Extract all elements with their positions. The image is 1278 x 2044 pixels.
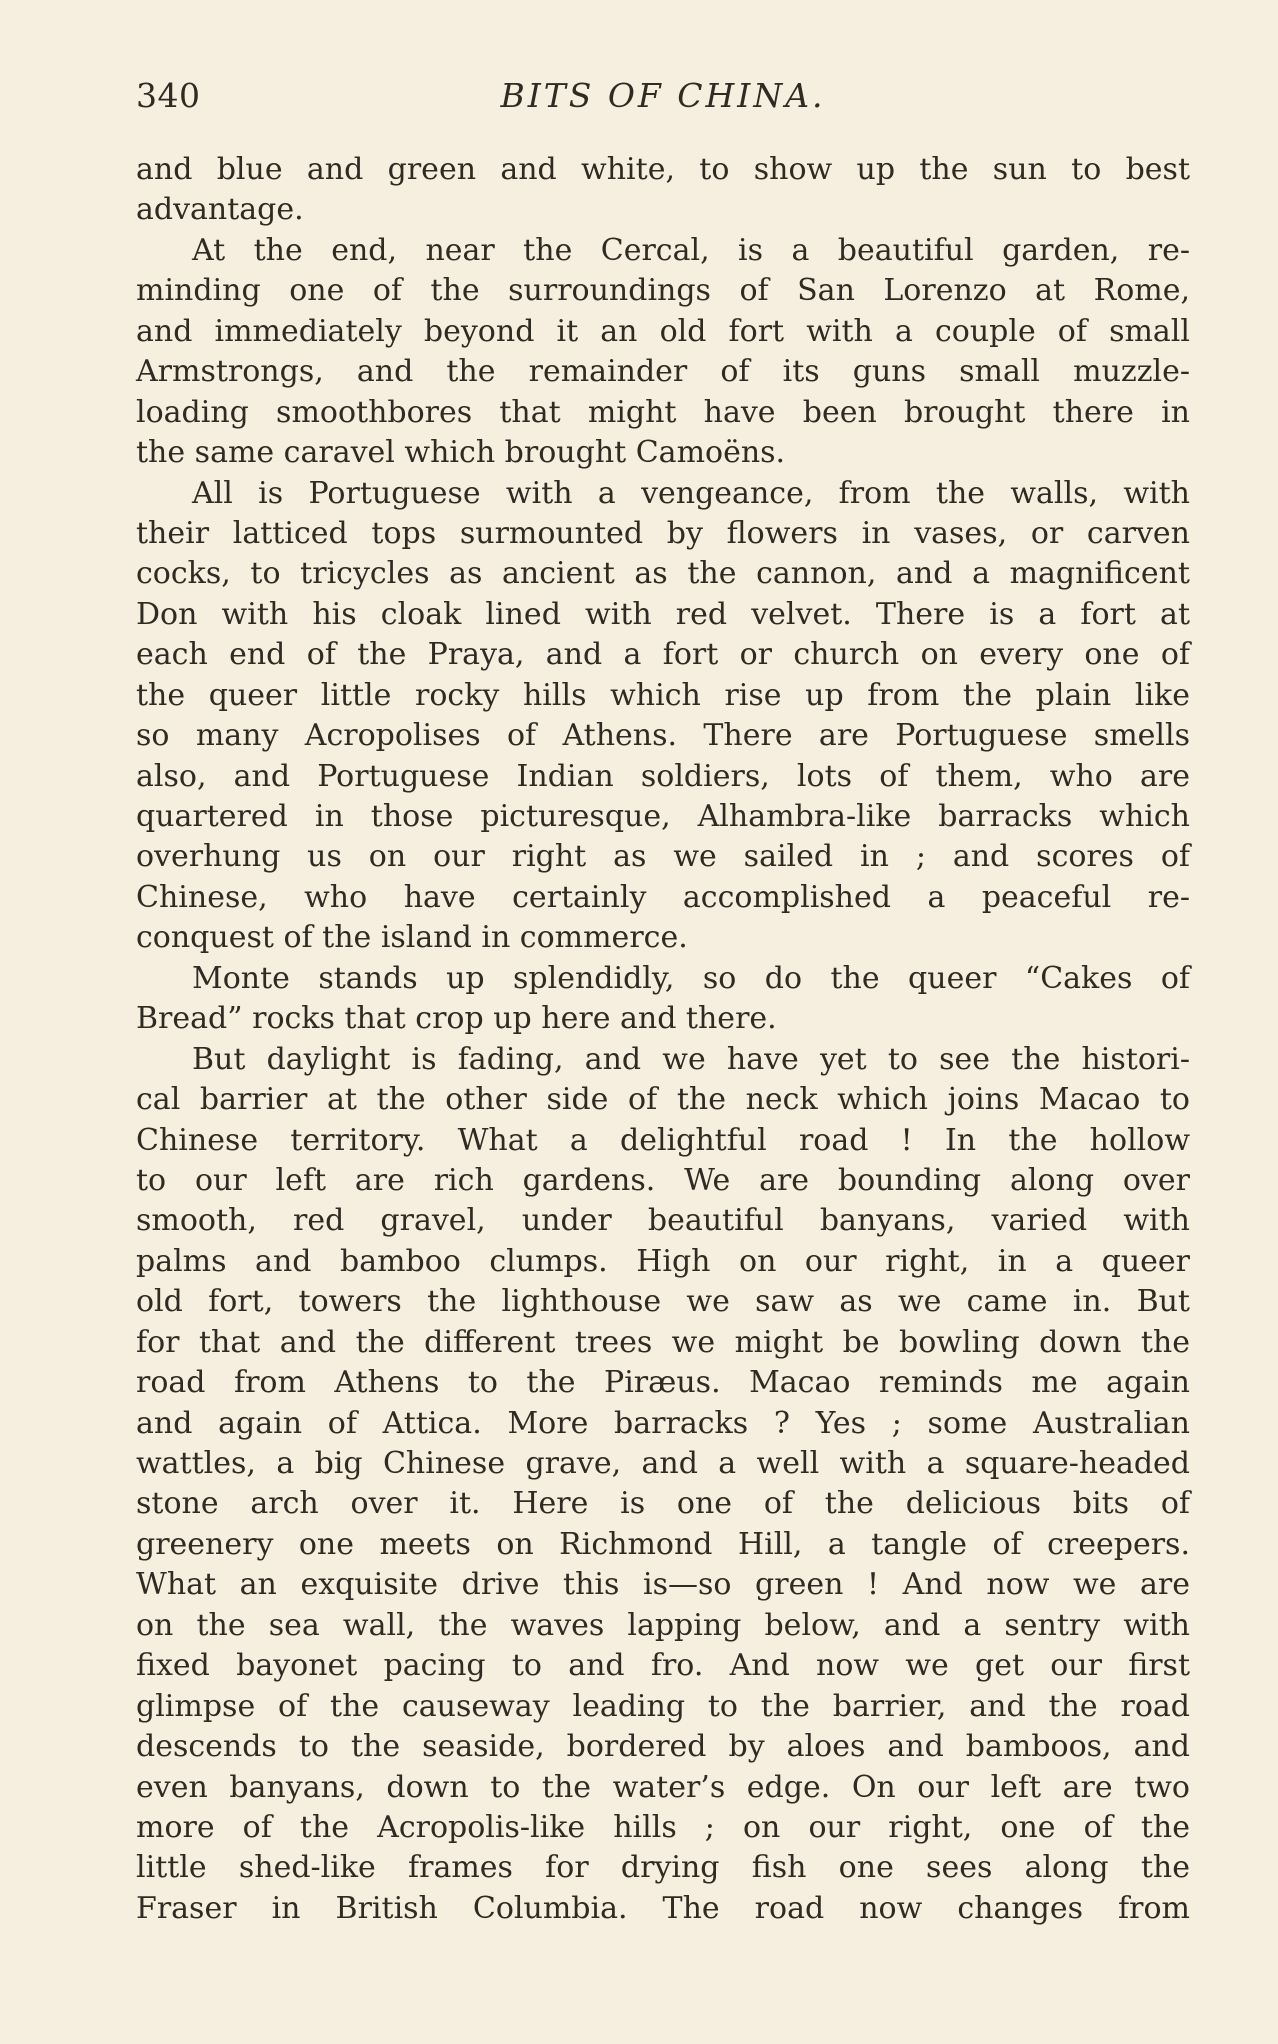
text-line: But daylight is fading, and we have yet to see the histori-	[192, 1041, 1190, 1077]
text-line: greenery one meets on Richmond Hill, a tangle of creepers.	[136, 1526, 1190, 1562]
page-header	[136, 70, 1190, 122]
text-line: and immediately beyond it an old fort with a couple of small	[136, 313, 1190, 349]
text-line: overhung us on our right as we sailed in ; and scores of	[136, 839, 1190, 875]
text-line: on the sea wall, the waves lapping below, and a sentry with	[136, 1607, 1190, 1643]
text-line: for that and the different trees we might be bowling down the	[136, 1324, 1190, 1360]
text-line: Bread” rocks that crop up here and there.	[136, 1001, 777, 1037]
text-line: Fraser in British Columbia. The road now changes from	[136, 1890, 1190, 1926]
text-line: cocks, to tricycles as ancient as the cannon, and a magnificent	[136, 556, 1190, 592]
text-line: palms and bamboo clumps. High on our right, in a queer	[136, 1243, 1190, 1279]
text-line: and again of Attica. More barracks ? Yes ; some Australian	[136, 1405, 1190, 1441]
text-line: their latticed tops surmounted by flowers in vases, or carven	[136, 515, 1190, 551]
text-line: road from Athens to the Piræus. Macao reminds me again	[136, 1365, 1190, 1401]
text-line: even banyans, down to the water’s edge. On our left are two	[136, 1769, 1190, 1805]
text-line: loading smoothbores that might have been brought there in	[136, 394, 1190, 430]
text-line: What an exquisite drive this is—so green ! And now we are	[136, 1567, 1190, 1603]
text-line: descends to the seaside, bordered by aloes and bamboos, and	[136, 1729, 1190, 1765]
text-line: old fort, towers the lighthouse we saw as we came in. But	[136, 1284, 1190, 1320]
text-line: conquest of the island in commerce.	[136, 920, 688, 956]
text-line: cal barrier at the other side of the neck which joins Macao to	[136, 1082, 1190, 1118]
text-line: to our left are rich gardens. We are bounding along over	[136, 1162, 1190, 1198]
body-text	[136, 150, 1190, 1929]
text-line: Chinese territory. What a delightful road ! In the hollow	[136, 1122, 1190, 1158]
text-line: minding one of the surroundings of San Lorenzo at Rome,	[136, 273, 1190, 309]
text-line: All is Portuguese with a vengeance, from the walls, with	[192, 475, 1190, 511]
text-line: the same caravel which brought Camoëns.	[136, 435, 786, 471]
text-line: little shed-like frames for drying fish one sees along the	[136, 1850, 1190, 1886]
text-line: fixed bayonet pacing to and fro. And now we get our first	[136, 1648, 1190, 1684]
text-line: Don with his cloak lined with red velvet. There is a fort at	[136, 596, 1190, 632]
text-line: Chinese, who have certainly accomplished a peaceful re-	[136, 879, 1190, 915]
text-line: glimpse of the causeway leading to the barrier, and the road	[136, 1688, 1190, 1724]
text-line: the queer little rocky hills which rise up from the plain like	[136, 677, 1190, 713]
text-line: smooth, red gravel, under beautiful banyans, varied with	[136, 1203, 1190, 1239]
text-line: advantage.	[136, 192, 304, 228]
text-line: wattles, a big Chinese grave, and a well with a square-headed	[136, 1446, 1190, 1481]
text-line: stone arch over it. Here is one of the delicious bits of	[136, 1486, 1190, 1522]
text-line: each end of the Praya, and a fort or church on every one of	[136, 637, 1190, 673]
page-number: 340	[136, 76, 201, 115]
text-line: and blue and green and white, to show up the sun to best	[136, 152, 1190, 187]
text-line: At the end, near the Cercal, is a beautiful garden, re-	[192, 232, 1190, 268]
running-title: BITS OF CHINA.	[500, 76, 826, 115]
text-line: so many Acropolises of Athens. There are Portuguese smells	[136, 718, 1190, 754]
text-line: quartered in those picturesque, Alhambra-like barracks which	[136, 799, 1190, 834]
text-line: Armstrongs, and the remainder of its guns small muzzle-	[136, 354, 1190, 390]
text-line: also, and Portuguese Indian soldiers, lots of them, who are	[136, 758, 1190, 794]
text-line: more of the Acropolis-like hills ; on our right, one of the	[136, 1809, 1190, 1845]
text-line: Monte stands up splendidly, so do the queer “Cakes of	[192, 960, 1190, 996]
